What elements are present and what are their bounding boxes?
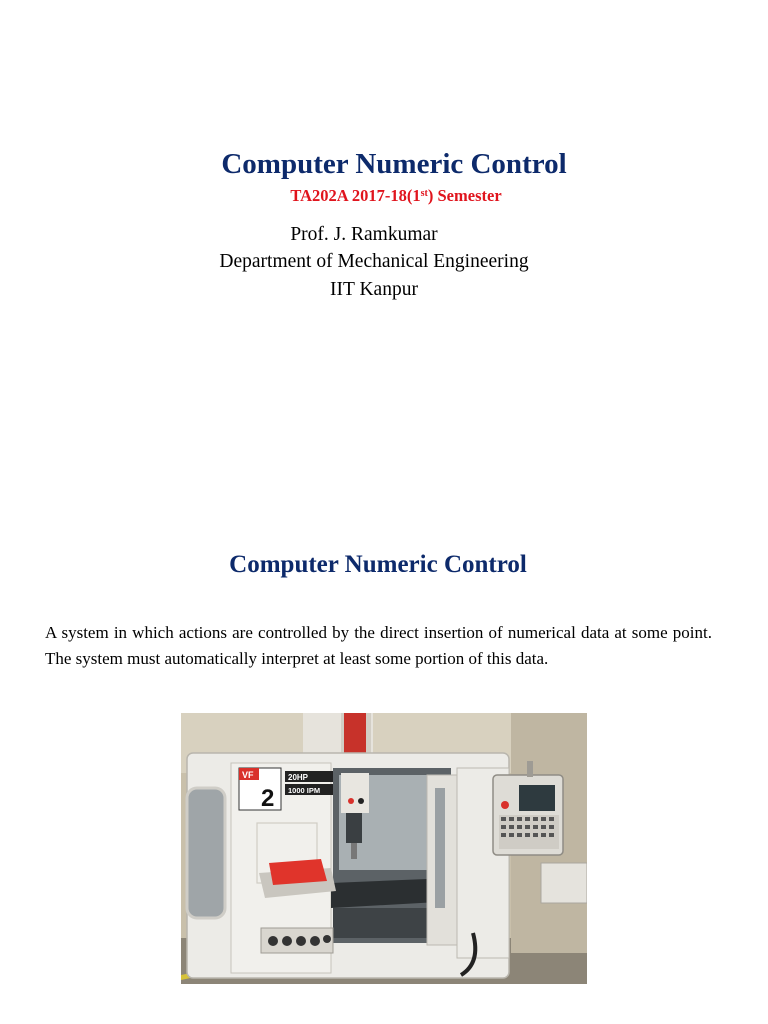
model-badge-number: 2	[261, 785, 275, 812]
section-title: Computer Numeric Control	[229, 551, 527, 578]
cnc-machine-photo	[181, 713, 587, 984]
course-subtitle: TA202A 2017-18(1st) Semester	[290, 186, 502, 205]
author-department: Department of Mechanical Engineering	[219, 251, 529, 272]
page-title: Computer Numeric Control	[221, 148, 567, 180]
model-badge-top: VF	[242, 770, 254, 780]
author-institute: IIT Kanpur	[330, 279, 418, 300]
spec-plate-ipm: 1000 IPM	[288, 786, 321, 795]
red-vise	[269, 859, 327, 885]
definition-paragraph: A system in which actions are controlled by the direct insertion of numerical data at some point. The system must automatically interpret at least some portion of this data.	[45, 623, 712, 668]
spec-plate-hp: 20HP	[288, 773, 309, 782]
author-name: Prof. J. Ramkumar	[290, 224, 438, 245]
cnc-machine-illustration	[181, 713, 587, 984]
